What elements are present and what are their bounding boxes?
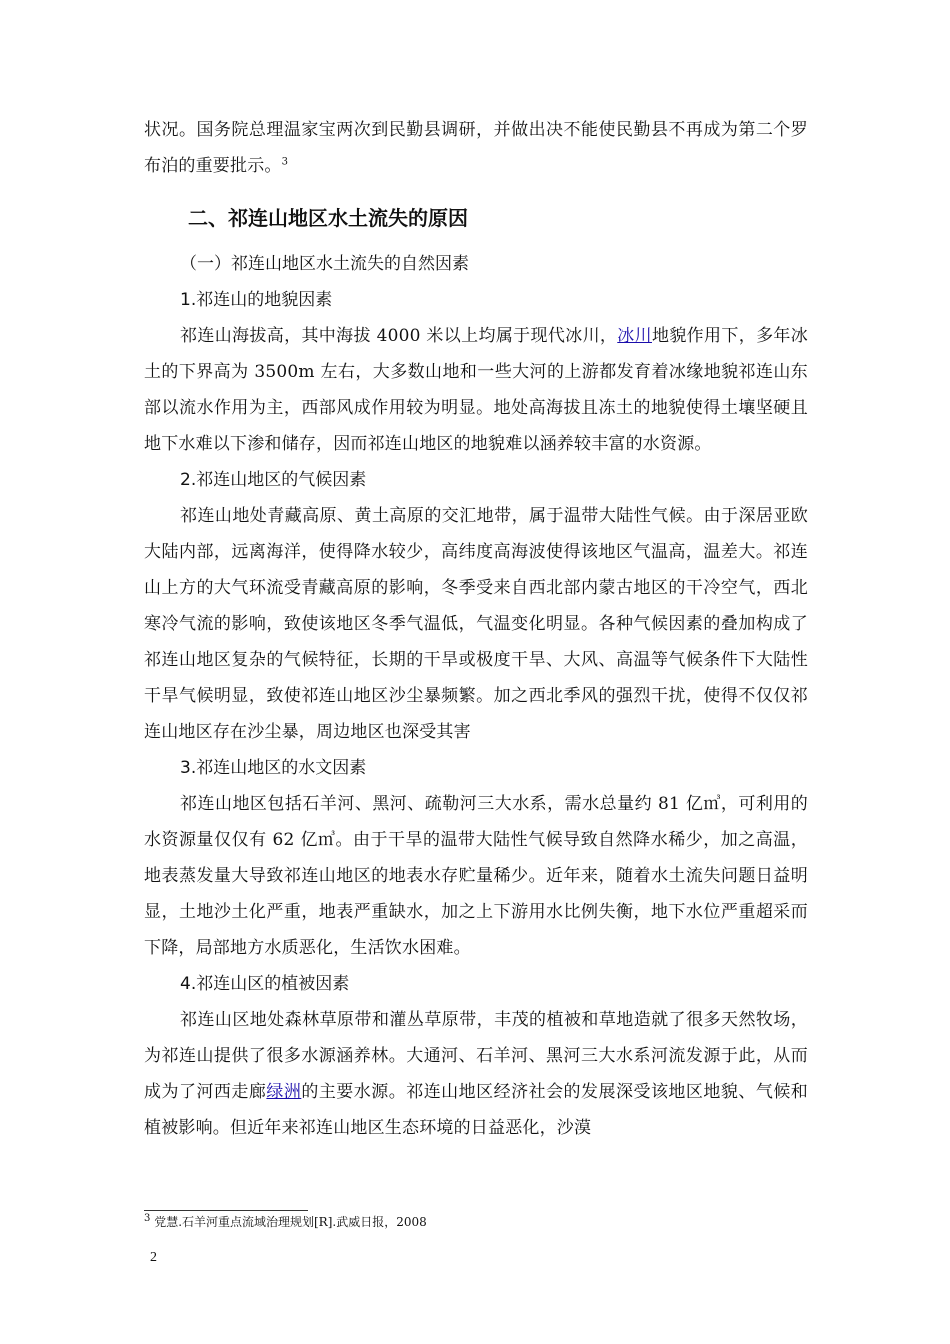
body-text <box>144 112 808 1146</box>
subsection-heading: （一）祁连山地区水土流失的自然因素 <box>180 254 469 274</box>
page-number: 2 <box>150 1250 157 1265</box>
heading-landform: 1.祁连山的地貌因素 <box>180 290 333 310</box>
heading-climate: 2.祁连山地区的气候因素 <box>180 470 367 490</box>
link-glacier[interactable]: 冰川 <box>617 326 652 346</box>
paragraph-text: 地貌作用下，多年冰土的下界高为 3500m 左右，大多数山地和一些大河的上游都发育着冰缘地貌祁连山东部以流水作用为主，西部风成作用较为明显。地处高海拔且冻土的地貌使得土壤坚硬且地下水难以下渗和储存，因而祁连山地区的地貌难以涵养较丰富的水资源。 <box>144 326 808 454</box>
footnote-ref[interactable]: 3 <box>281 156 289 168</box>
paragraph-text: 祁连山区地处森林草原带和灌丛草原带，丰茂的植被和草地造就了很多天然牧场，为祁连山提供了很多水源涵养林。大通河、石羊河、黑河三大水系河流发源于此，从而成为了河西走廊 <box>144 1010 808 1102</box>
footnote <box>144 1214 808 1230</box>
paragraph-continuation <box>144 112 808 184</box>
paragraph-text: 祁连山海拔高，其中海拔 4000 米以上均属于现代冰川， <box>180 326 618 346</box>
footnote-divider <box>144 1210 308 1211</box>
paragraph-text: 状况。国务院总理温家宝两次到民勤县调研，并做出决不能使民勤县不再成为第二个罗布泊的重要批示。 <box>144 120 808 176</box>
heading-hydrology: 3.祁连山地区的水文因素 <box>180 758 367 778</box>
footnote-marker: 3 <box>144 1213 151 1224</box>
paragraph-vegetation <box>144 1002 808 1146</box>
paragraph-landform <box>144 318 808 462</box>
section-heading: 二、祁连山地区水土流失的原因 <box>188 206 468 230</box>
paragraph-hydrology: 祁连山地区包括石羊河、黑河、疏勒河三大水系，需水总量约 81 亿㎥，可利用的水资源量仅仅有 62 亿㎥。由于干旱的温带大陆性气候导致自然降水稀少，加之高温，地表蒸发量大导致祁连山地区的地表水存贮量稀少。近年来，随着水土流失问题日益明显，土地沙土化严重，地表严重缺水，加之上下游用水比例失衡，地下水位严重超采而下降，局部地方水质恶化，生活饮水困难。 <box>144 794 808 958</box>
link-oasis[interactable]: 绿洲 <box>266 1082 302 1102</box>
heading-vegetation: 4.祁连山区的植被因素 <box>180 974 350 994</box>
paragraph-text: 的主要水源。祁连山地区经济社会的发展深受该地区地貌、气候和植被影响。但近年来祁连山地区生态环境的日益恶化，沙漠 <box>144 1082 808 1138</box>
paragraph-climate: 祁连山地处青藏高原、黄土高原的交汇地带，属于温带大陆性气候。由于深居亚欧大陆内部，远离海洋，使得降水较少，高纬度高海波使得该地区气温高，温差大。祁连山上方的大气环流受青藏高原的影响，冬季受来自西北部内蒙古地区的干冷空气，西北寒冷气流的影响，致使该地区冬季气温低，气温变化明显。各种气候因素的叠加构成了祁连山地区复杂的气候特征，长期的干旱或极度干旱、大风、高温等气候条件下大陆性干旱气候明显，致使祁连山地区沙尘暴频繁。加之西北季风的强烈干扰，使得不仅仅祁连山地区存在沙尘暴，周边地区也深受其害 <box>144 506 808 742</box>
footnote-text: 党慧.石羊河重点流域治理规划[R].武威日报，2008 <box>150 1215 427 1229</box>
